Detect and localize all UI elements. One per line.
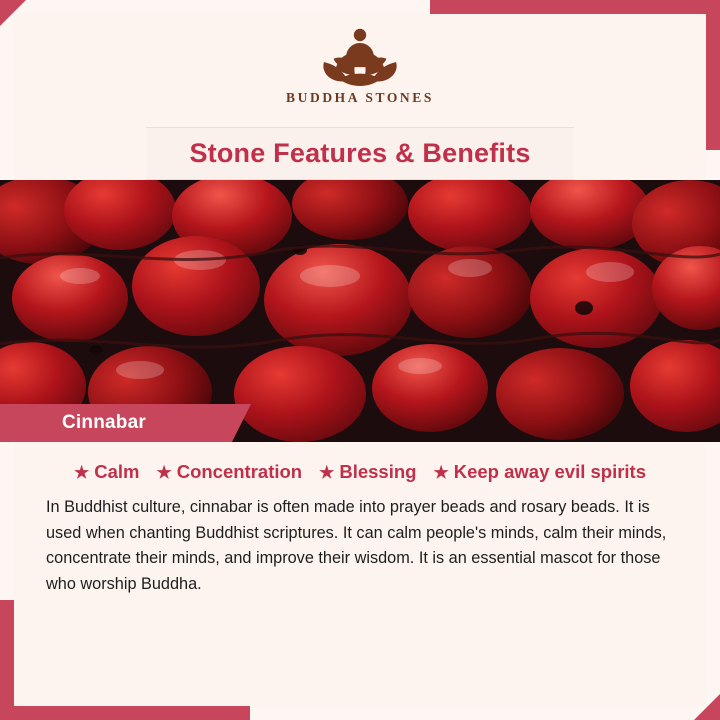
- benefits-list: [14, 442, 706, 489]
- corner-decoration-top-right-vertical: [706, 0, 720, 150]
- benefit-label: Concentration: [176, 461, 303, 482]
- brand-name: BUDDHA STONES: [286, 90, 434, 105]
- cinnabar-stones-photo: [0, 180, 720, 442]
- star-icon: ★: [319, 462, 335, 482]
- corner-decoration-top-right-horizontal: [430, 0, 720, 14]
- star-icon: ★: [73, 462, 90, 482]
- star-icon: ★: [156, 462, 172, 482]
- title-banner: [14, 127, 706, 180]
- poster-content: [14, 14, 706, 706]
- corner-decoration-bottom-left-horizontal: [0, 706, 250, 720]
- benefit-label: Blessing: [339, 461, 417, 482]
- page-title: Stone Features & Benefits: [189, 138, 531, 168]
- benefit-item: [433, 461, 646, 483]
- benefit-item: [74, 461, 140, 483]
- description-text: In Buddhist culture, cinnabar is often made into prayer beads and rosary beads. It is used when chanting Buddhist scriptures. It can calm people's minds, calm their minds, concentrate their minds, and improve their wisdom. It is an essential mascot for those who worship Buddha.: [14, 489, 706, 598]
- stone-name: Cinnabar: [62, 412, 146, 433]
- benefit-item: [319, 461, 416, 483]
- stone-name-tab: [0, 404, 232, 442]
- brand-header: [14, 14, 706, 121]
- corner-decoration-bottom-left-vertical: [0, 600, 14, 720]
- lotus-meditation-icon: [296, 22, 424, 88]
- star-icon: ★: [433, 462, 449, 482]
- benefit-label: Keep away evil spirits: [453, 461, 647, 482]
- benefit-label: Calm: [94, 461, 140, 482]
- benefit-item: [156, 461, 302, 483]
